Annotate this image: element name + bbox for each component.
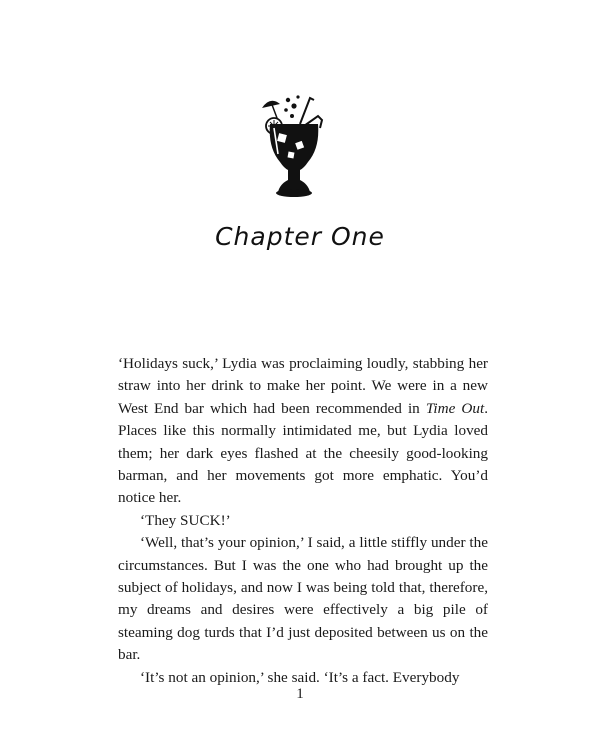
text-segment: ‘Well, that’s your opinion,’ I said, a little stiffly under the circumstances. But I was the one who had brought up the subject of holidays, and now I was being told that, therefore, my dreams and desires were effectively a big pile of steaming dog turds that I’d just deposited between us on the bar. [118, 534, 488, 664]
text-segment: . Places like this normally intimidated me, but Lydia loved them; her dark eyes flashed at the cheesily good-looking barman, and her movements got more emphatic. You’d notice her. [118, 399, 488, 507]
cocktail-glass-icon [258, 92, 330, 204]
chapter-title: Chapter One [215, 222, 385, 251]
page-number: 1 [296, 686, 304, 702]
paragraph [118, 353, 488, 510]
text-segment: ‘It’s not an opinion,’ she said. ‘It’s a fact. Everybody [140, 668, 460, 686]
body-text [118, 353, 488, 689]
paragraph [118, 510, 488, 532]
text-segment: ‘They SUCK!’ [140, 511, 231, 529]
text-segment: ‘Holidays suck,’ Lydia was proclaiming loudly, stabbing her straw into her drink to make her point. We were in a new West End bar which had been recommended in [118, 355, 488, 417]
paragraph [118, 532, 488, 666]
italic-text: Time Out [425, 399, 485, 417]
